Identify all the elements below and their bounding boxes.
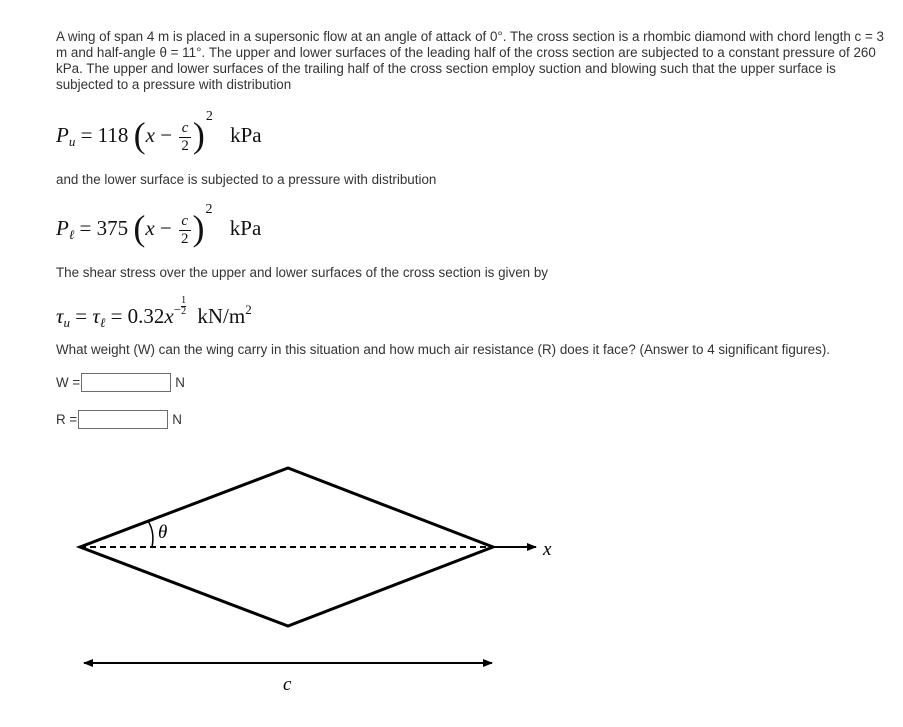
pu-symbol: P xyxy=(56,123,69,147)
weight-answer-row xyxy=(56,373,185,392)
resistance-unit: N xyxy=(172,412,182,427)
chord-label: c xyxy=(283,674,292,695)
x-axis-label: x xyxy=(543,539,552,560)
resistance-input[interactable] xyxy=(78,410,168,429)
weight-unit: N xyxy=(175,375,185,390)
problem-intro: A wing of span 4 m is placed in a supersonic flow at an angle of attack of 0°. The cross section is a rhombic diamond with chord length c = 3 m and half-angle θ = 11°. The upper and lower surfaces of the leading half of the cross section are subjected to a constant pressure of 260 kPa. The upper and lower surfaces of the trailing half of the cross section employ suction and blowing such that the upper surface is subjected to a pressure with distribution xyxy=(56,29,884,92)
shear-intro: The shear stress over the upper and lower surfaces of the cross section is given by xyxy=(56,265,548,280)
weight-label: W = xyxy=(56,375,81,390)
theta-label: θ xyxy=(158,522,168,543)
pu-fraction: $\frac{c}{2}$ xyxy=(181,119,189,154)
tau-u-symbol: τ xyxy=(56,304,64,328)
question-text: What weight (W) can the wing carry in this situation and how much air resistance (R) does it face? (Answer to 4 significant figures). xyxy=(56,342,831,357)
lower-pressure-equation: $P_\ell = 375$ (x − $\frac{c}{2}$ )$^2$ kPa xyxy=(56,202,262,248)
tau-l-symbol: τ xyxy=(92,304,100,328)
theta-angle-arc xyxy=(148,521,153,547)
pl-coefficient: 375 xyxy=(96,216,129,240)
pl-symbol: P xyxy=(56,216,69,240)
tau-coefficient: 0.32 xyxy=(127,304,165,328)
rhombus-diagram xyxy=(0,440,903,727)
weight-input[interactable] xyxy=(81,373,171,392)
tau-exponent: $\frac{1}{2}$ xyxy=(181,295,187,317)
tau-unit: kN/m xyxy=(197,304,246,328)
pl-unit: kPa xyxy=(229,216,262,240)
lower-intro: and the lower surface is subjected to a pressure with distribution xyxy=(56,172,437,187)
pu-coefficient: 118 xyxy=(97,123,129,147)
resistance-answer-row xyxy=(56,410,182,429)
resistance-label: R = xyxy=(56,412,78,427)
shear-stress-equation: $\tau_u = \tau_\ell = 0.32x^-$ $\frac{1}{2} kN/m^2$ xyxy=(56,295,252,330)
pl-fraction: $\frac{c}{2}$ xyxy=(181,212,189,247)
pu-unit: kPa xyxy=(230,123,262,147)
upper-pressure-equation: $P_u = 118$ (x − $\frac{c}{2}$ )$^2$ kPa xyxy=(56,109,262,155)
